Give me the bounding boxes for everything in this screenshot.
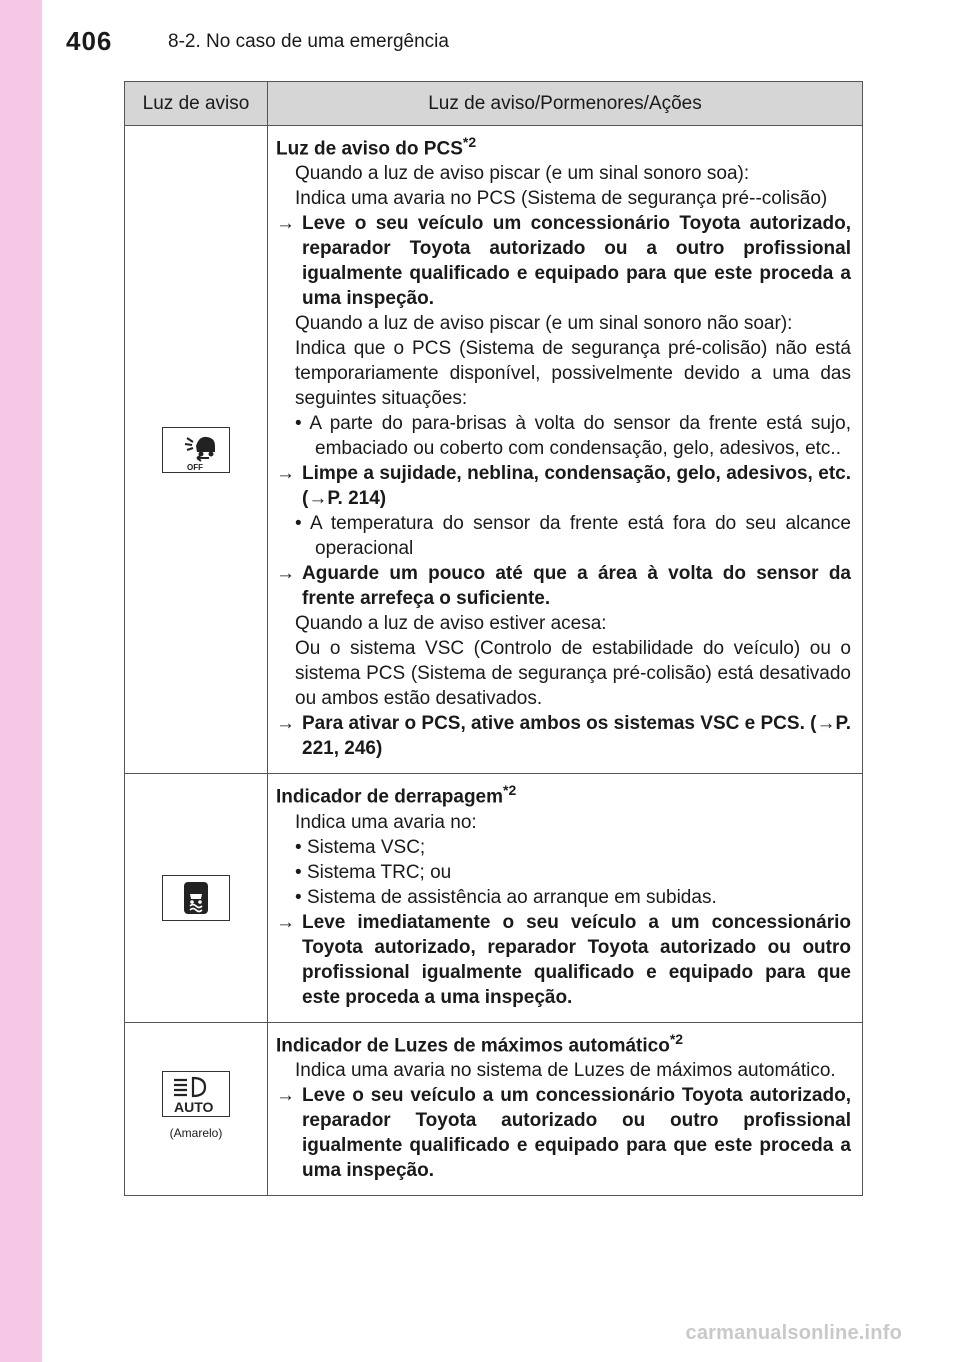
- table-row: [125, 126, 863, 774]
- details-cell: [268, 1022, 863, 1195]
- watermark: carmanualsonline.info: [685, 1322, 902, 1344]
- action-text: → Para ativar o PCS, ative ambos os sistemas VSC e PCS. (→P. 221, 246): [276, 713, 851, 760]
- detail-text: Indica uma avaria no sistema de Luzes de máximos automático.: [295, 1059, 836, 1081]
- page-number: 406: [66, 26, 113, 56]
- warning-lights-table: [124, 81, 863, 1196]
- bullet-icon: •: [295, 413, 302, 435]
- arrow-right-icon: →: [276, 1084, 295, 1106]
- icon-cell: [125, 774, 268, 1022]
- auto-icon-label: AUTO: [174, 1099, 214, 1116]
- column-header-details: Luz de aviso/Pormenores/Ações: [268, 82, 863, 126]
- row-title: Luz de aviso do PCS$^{*2}$: [276, 134, 477, 160]
- side-color-band: [0, 0, 42, 1362]
- table-header-row: [125, 82, 863, 126]
- action-text: → Leve o seu veículo um concessionário Toyota autorizado, reparador Toyota autorizado ou a outro profissional igualmente qualificado e equipado para que este proceda a uma inspeção.: [276, 213, 851, 310]
- action-text: → Aguarde um pouco até que a área à volta do sensor da frente arrefeça o suficiente.: [276, 563, 851, 610]
- bullet-icon: •: [295, 861, 302, 883]
- details-cell: [268, 774, 863, 1022]
- row-title: Indicador de Luzes de máximos automático$^{*2}$: [276, 1030, 684, 1056]
- detail-text: Quando a luz de aviso piscar (e um sinal sonoro não soar):: [295, 313, 793, 335]
- detail-text: Quando a luz de aviso piscar (e um sinal sonoro soa):: [295, 163, 750, 185]
- action-text: → Limpe a sujidade, neblina, condensação, gelo, adesivos, etc. (→P. 214): [276, 463, 851, 510]
- detail-text: Indica uma avaria no PCS (Sistema de segurança pré--colisão): [295, 188, 828, 210]
- pcs-off-warning-icon: [162, 427, 230, 473]
- bullet-icon: •: [295, 836, 302, 858]
- pcs-icon-off-label: OFF: [187, 462, 203, 472]
- column-header-light: Luz de aviso: [125, 82, 268, 126]
- bullet-item: • A parte do para-brisas à volta do sensor da frente está sujo, embaciado ou coberto com condensação, gelo, adesivos, etc..: [295, 413, 852, 460]
- arrow-right-icon: →: [276, 713, 295, 735]
- arrow-right-icon: →: [276, 911, 295, 933]
- detail-text: Indica uma avaria no:: [295, 811, 477, 833]
- table-row: [125, 774, 863, 1022]
- detail-text: Ou o sistema VSC (Controlo de estabilidade do veículo) ou o sistema PCS (Sistema de segurança pré-colisão) está desativado ou ambos estão desativados.: [295, 638, 851, 710]
- icon-caption: (Amarelo): [169, 1126, 223, 1141]
- bullet-item: • Sistema TRC; ou: [295, 861, 452, 883]
- slip-indicator-icon: [162, 875, 230, 921]
- detail-text: Indica que o PCS (Sistema de segurança pré-colisão) não está temporariamente disponível, possivelmente devido a uma das seguintes situações:: [295, 338, 851, 410]
- bullet-item: • Sistema VSC;: [295, 836, 426, 858]
- bullet-item: • A temperatura do sensor da frente está fora do seu alcance operacional: [295, 513, 851, 560]
- action-text: → Leve o seu veículo a um concessionário Toyota autorizado, reparador Toyota autorizado ou outro profissional igualmente qualificado e equipado para que este proceda a uma inspeção.: [276, 1084, 851, 1181]
- arrow-right-icon: →: [276, 213, 295, 235]
- arrow-right-icon: →: [276, 563, 295, 585]
- table-row: [125, 1022, 863, 1195]
- row-title: Indicador de derrapagem$^{*2}$: [276, 782, 517, 808]
- icon-cell: [125, 126, 268, 774]
- action-text: → Leve imediatamente o seu veículo a um concessionário Toyota autorizado, reparador Toyota autorizado ou outro profissional igualmente qualificado e equipado para que este proceda a uma inspeção.: [276, 911, 851, 1008]
- details-cell: [268, 126, 863, 774]
- bullet-icon: •: [295, 513, 302, 535]
- auto-high-beam-icon: [162, 1071, 230, 1117]
- bullet-item: • Sistema de assistência ao arranque em subidas.: [295, 886, 717, 908]
- detail-text: Quando a luz de aviso estiver acesa:: [295, 613, 607, 635]
- arrow-right-icon: →: [276, 463, 295, 485]
- section-title: 8-2. No caso de uma emergência: [168, 31, 449, 52]
- icon-cell: [125, 1022, 268, 1195]
- bullet-icon: •: [295, 886, 302, 908]
